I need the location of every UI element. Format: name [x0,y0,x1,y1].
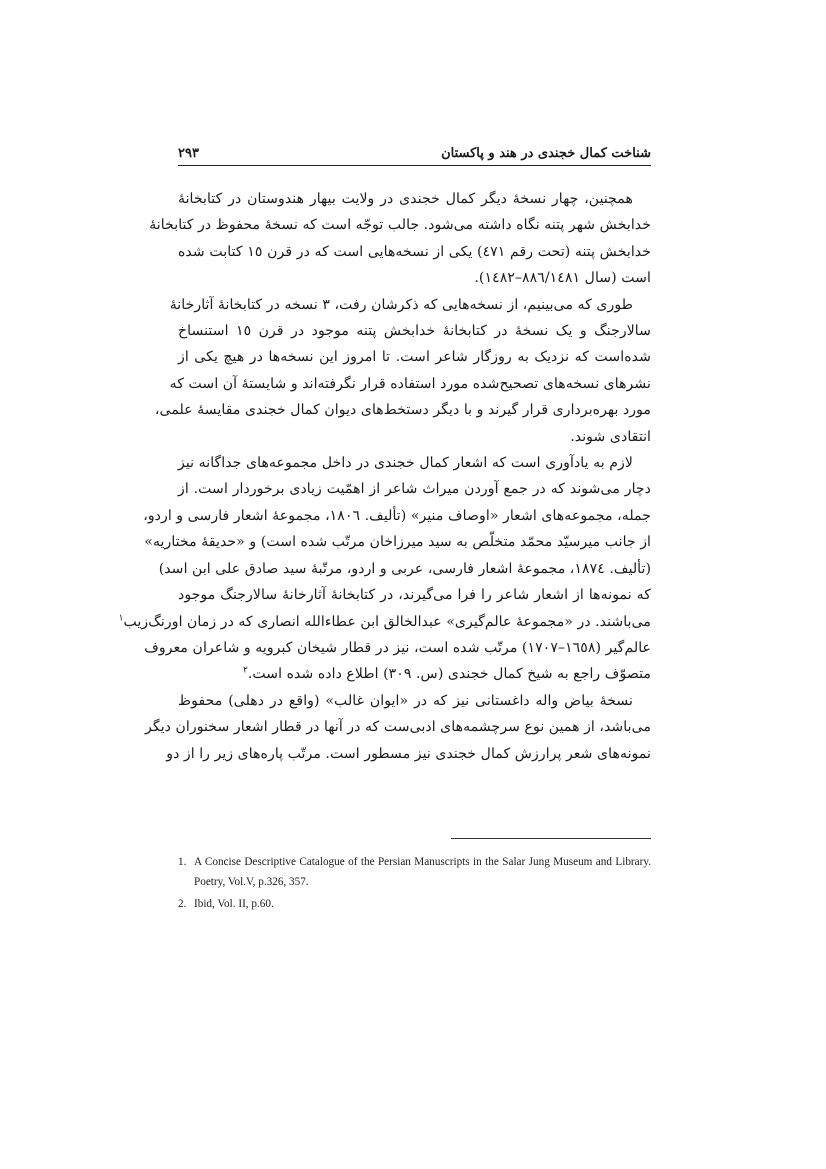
paragraph-line: همچنین، چهار نسخهٔ دیگر کمال خجندی در ولایت بیهار هندوستان در کتابخانهٔ [178,191,633,207]
footnote-text: Ibid, Vol. II, p.60. [194,898,274,910]
paragraph-line: که نمونه‌ها از اشعار شاعر را فرا می‌گیرند، در کتابخانهٔ آثارخانهٔ سالارجنگ موجود [178,587,651,604]
running-title: شناخت کمال خجندی در هند و پاکستان [441,145,651,161]
paragraph-line: سالارجنگ و یک نسخهٔ در کتابخانهٔ خدابخش پتنه موجود در قرن ١٥ استنساخ [178,323,652,340]
paragraph-line: نمونه‌های شعر پرارزش کمال خجندی نیز مسطور است. مرتّب پاره‌های زیر را از دو [166,745,651,762]
footnote-marker-2[interactable]: ٢ [242,665,248,676]
paragraph-line: (تألیف. ١٨٧٤، مجموعهٔ اشعار فارسی، عربی و اردو، مرتّبهٔ سید صادق علی ابن اسد) [158,560,651,577]
paragraph-line: لازم به یادآوری است که اشعار کمال خجندی در داخل مجموعه‌های جداگانه نیز [178,455,633,472]
paragraph-line: است (سال ٨٨٦/١٤٨١–١٤٨٢). [474,270,651,287]
running-head [178,142,651,164]
paragraph-line-with-footnote [118,609,651,635]
page-number: ۲۹۳ [178,145,199,161]
paragraph-line: طوری که می‌بینیم، از نسخه‌هایی که ذکرشان رفت، ٣ نسخه در کتابخانهٔ آثارخانهٔ [169,296,633,313]
paragraph-line: نسخهٔ بیاض واله داغستانی نیز که در «ایوان غالب» (واقع در دهلی) محفوظ [178,692,633,709]
footnote-marker-1[interactable]: ١ [118,612,124,623]
paragraph-line: مورد بهره‌برداری قرار گیرند و با دیگر دستخط‌های دیوان کمال خجندی مقایسهٔ علمی، [154,402,651,419]
paragraph-line: از جانب میرسیّد محمّد متخلّص به سید میرزاخان مرتّب شده است) و «حدیقهٔ مختاریه» [144,534,651,551]
paragraph-line: نشرهای نسخه‌های تصحیح‌شده مورد استفاده قرار نگرفته‌اند و شایستهٔ آن است که [169,375,651,392]
footnote-text: A Concise Descriptive Catalogue of the Persian Manuscripts in the Salar Jung Museum and Library. Poetry, Vol.V, p.326, 357. [194,856,651,888]
body-text [118,186,652,767]
paragraph-line-with-footnote [178,661,651,687]
paragraph-line: عالم‌گیر (١٦٥٨–١٧٠٧) مرتّب شده است، نیز در قطار شیخان کبرویه و شاعران معروف [144,639,651,656]
footnote-2 [178,894,651,914]
paragraph-4 [145,688,651,767]
paragraph-1 [149,186,651,292]
paragraph-2 [154,292,652,450]
paragraph-line: جمله، مجموعه‌های اشعار «اوصاف منیر» (تألیف. ١٨٠٦، مجموعهٔ اشعار فارسی و اردو، [143,507,651,524]
paragraph-line: خدابخش شهر پتنه نگاه داشته می‌شود. جالب توجّه است که نسخهٔ محفوظ در کتابخانهٔ [149,217,651,234]
footnotes [178,852,651,916]
paragraph-line: متصوّف راجع به شیخ کمال خجندی (س. ٣٠٩) اطلاع داده شده است. [247,666,651,683]
paragraph-3 [118,450,651,688]
header-rule [178,165,651,166]
paragraph-line: انتقادی شوند. [570,428,651,445]
footnote-rule [451,838,651,839]
paragraph-line: می‌باشند. در «مجموعهٔ عالم‌گیری» عبدالخالق ابن عطاءالله انصاری که در زمان اورنگ‌زیب [123,613,651,630]
paragraph-line: می‌باشد، از همین نوع سرچشمه‌های ادبی‌ست که در آنها در قطار اشعار سخنوران دیگر [145,719,651,736]
footnote-1 [178,852,651,892]
paragraph-line: شده‌است که نزدیک به روزگار شاعر است. تا امروز این نسخه‌ها در هیچ یکی از [178,349,651,366]
paragraph-line: دچار می‌شوند که در جمع آوردن میراث شاعر از اهمّیت زیادی برخوردار است. از [178,481,651,498]
footnote-number: 2. [178,898,187,910]
paragraph-line: خدابخش پتنه (تحت رقم ٤٧١) یکی از نسخه‌هایی است که در قرن ١٥ کتابت شده [178,243,651,260]
footnote-number: 1. [178,856,187,868]
